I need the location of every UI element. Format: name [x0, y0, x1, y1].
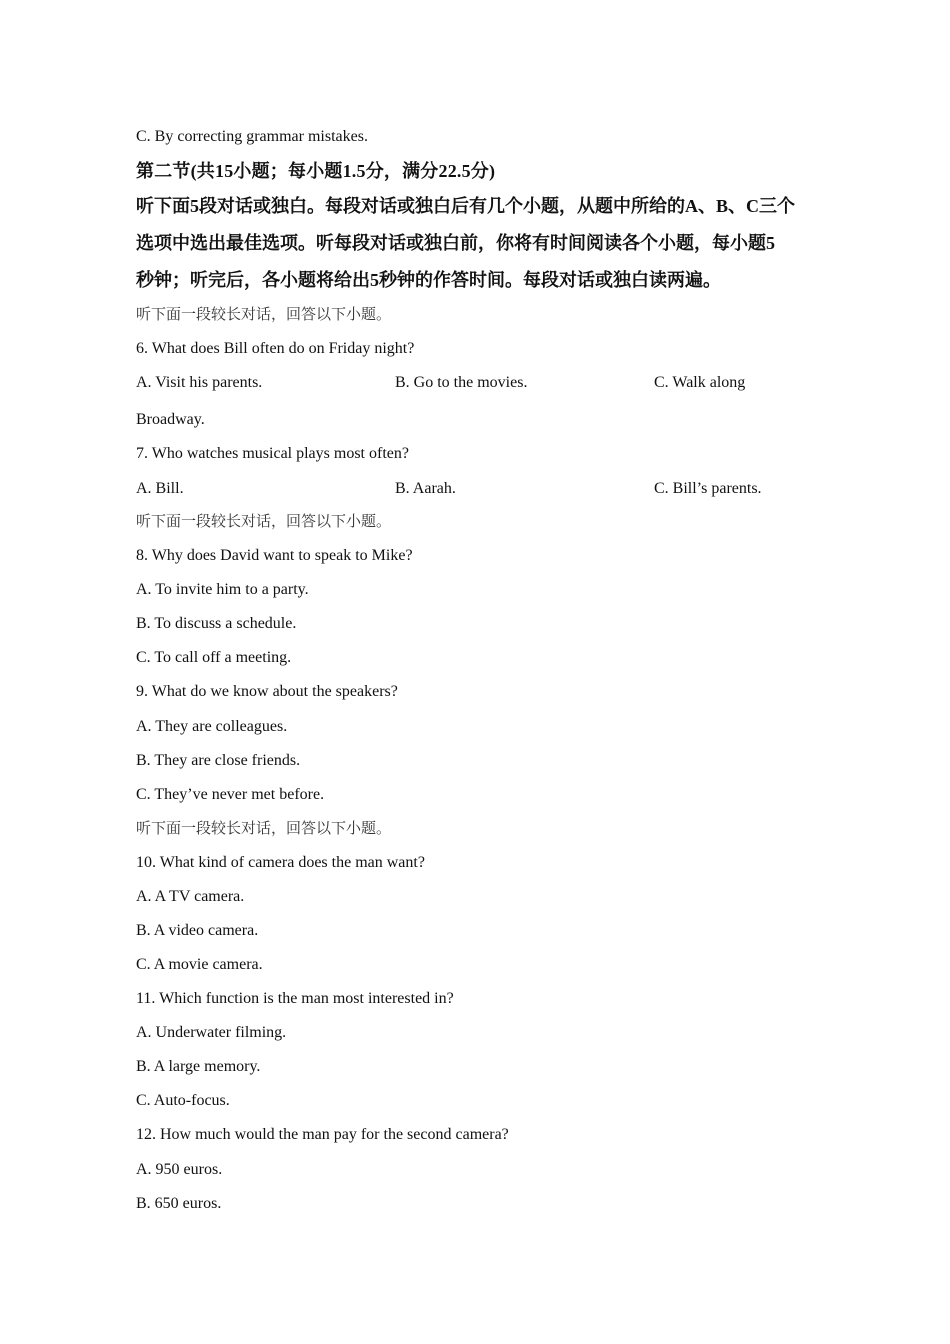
question-10: 10. What kind of camera does the man want? [136, 854, 425, 871]
instruction-line-2: 选项中选出最佳选项。听每段对话或独白前，你将有时间阅读各个小题，每小题5 [136, 233, 775, 253]
question-12-option-b: B. 650 euros. [136, 1195, 222, 1212]
question-8-option-a: A. To invite him to a party. [136, 581, 309, 598]
question-9: 9. What do we know about the speakers? [136, 683, 398, 700]
question-8-option-b: B. To discuss a schedule. [136, 615, 297, 632]
dialog-prompt: 听下面一段较长对话，回答以下小题。 [136, 821, 392, 837]
question-12: 12. How much would the man pay for the second camera? [136, 1126, 509, 1143]
dialog-prompt: 听下面一段较长对话，回答以下小题。 [136, 514, 392, 530]
question-8-option-c: C. To call off a meeting. [136, 649, 292, 666]
question-9-option-c: C. They’ve never met before. [136, 786, 325, 803]
question-6-option-b: B. Go to the movies. [395, 374, 528, 391]
question-6-option-c: C. Walk along [654, 374, 746, 391]
question-7-option-a: A. Bill. [136, 480, 184, 497]
question-10-option-a: A. A TV camera. [136, 888, 245, 905]
question-12-option-a: A. 950 euros. [136, 1161, 223, 1178]
instruction-line-3: 秒钟；听完后，各小题将给出5秒钟的作答时间。每段对话或独白读两遍。 [136, 270, 721, 290]
question-11-option-c: C. Auto-focus. [136, 1092, 230, 1109]
section-heading: 第二节(共15小题；每小题1.5分，满分22.5分) [136, 161, 496, 181]
question-11: 11. Which function is the man most interested in? [136, 990, 454, 1007]
instruction-line-1: 听下面5段对话或独白。每段对话或独白后有几个小题，从题中所给的A、B、C三个 [136, 196, 796, 216]
previous-option-c: C. By correcting grammar mistakes. [136, 128, 368, 145]
question-8: 8. Why does David want to speak to Mike? [136, 547, 413, 564]
dialog-prompt: 听下面一段较长对话，回答以下小题。 [136, 307, 392, 323]
question-7: 7. Who watches musical plays most often? [136, 445, 409, 462]
question-9-option-b: B. They are close friends. [136, 752, 301, 769]
question-10-option-c: C. A movie camera. [136, 956, 263, 973]
question-9-option-a: A. They are colleagues. [136, 718, 288, 735]
question-7-option-b: B. Aarah. [395, 480, 456, 497]
question-10-option-b: B. A video camera. [136, 922, 259, 939]
question-6-option-c-continued: Broadway. [136, 411, 205, 428]
question-7-option-c: C. Bill’s parents. [654, 480, 762, 497]
question-6: 6. What does Bill often do on Friday night? [136, 340, 415, 357]
question-6-option-a: A. Visit his parents. [136, 374, 263, 391]
question-11-option-a: A. Underwater filming. [136, 1024, 287, 1041]
question-11-option-b: B. A large memory. [136, 1058, 261, 1075]
